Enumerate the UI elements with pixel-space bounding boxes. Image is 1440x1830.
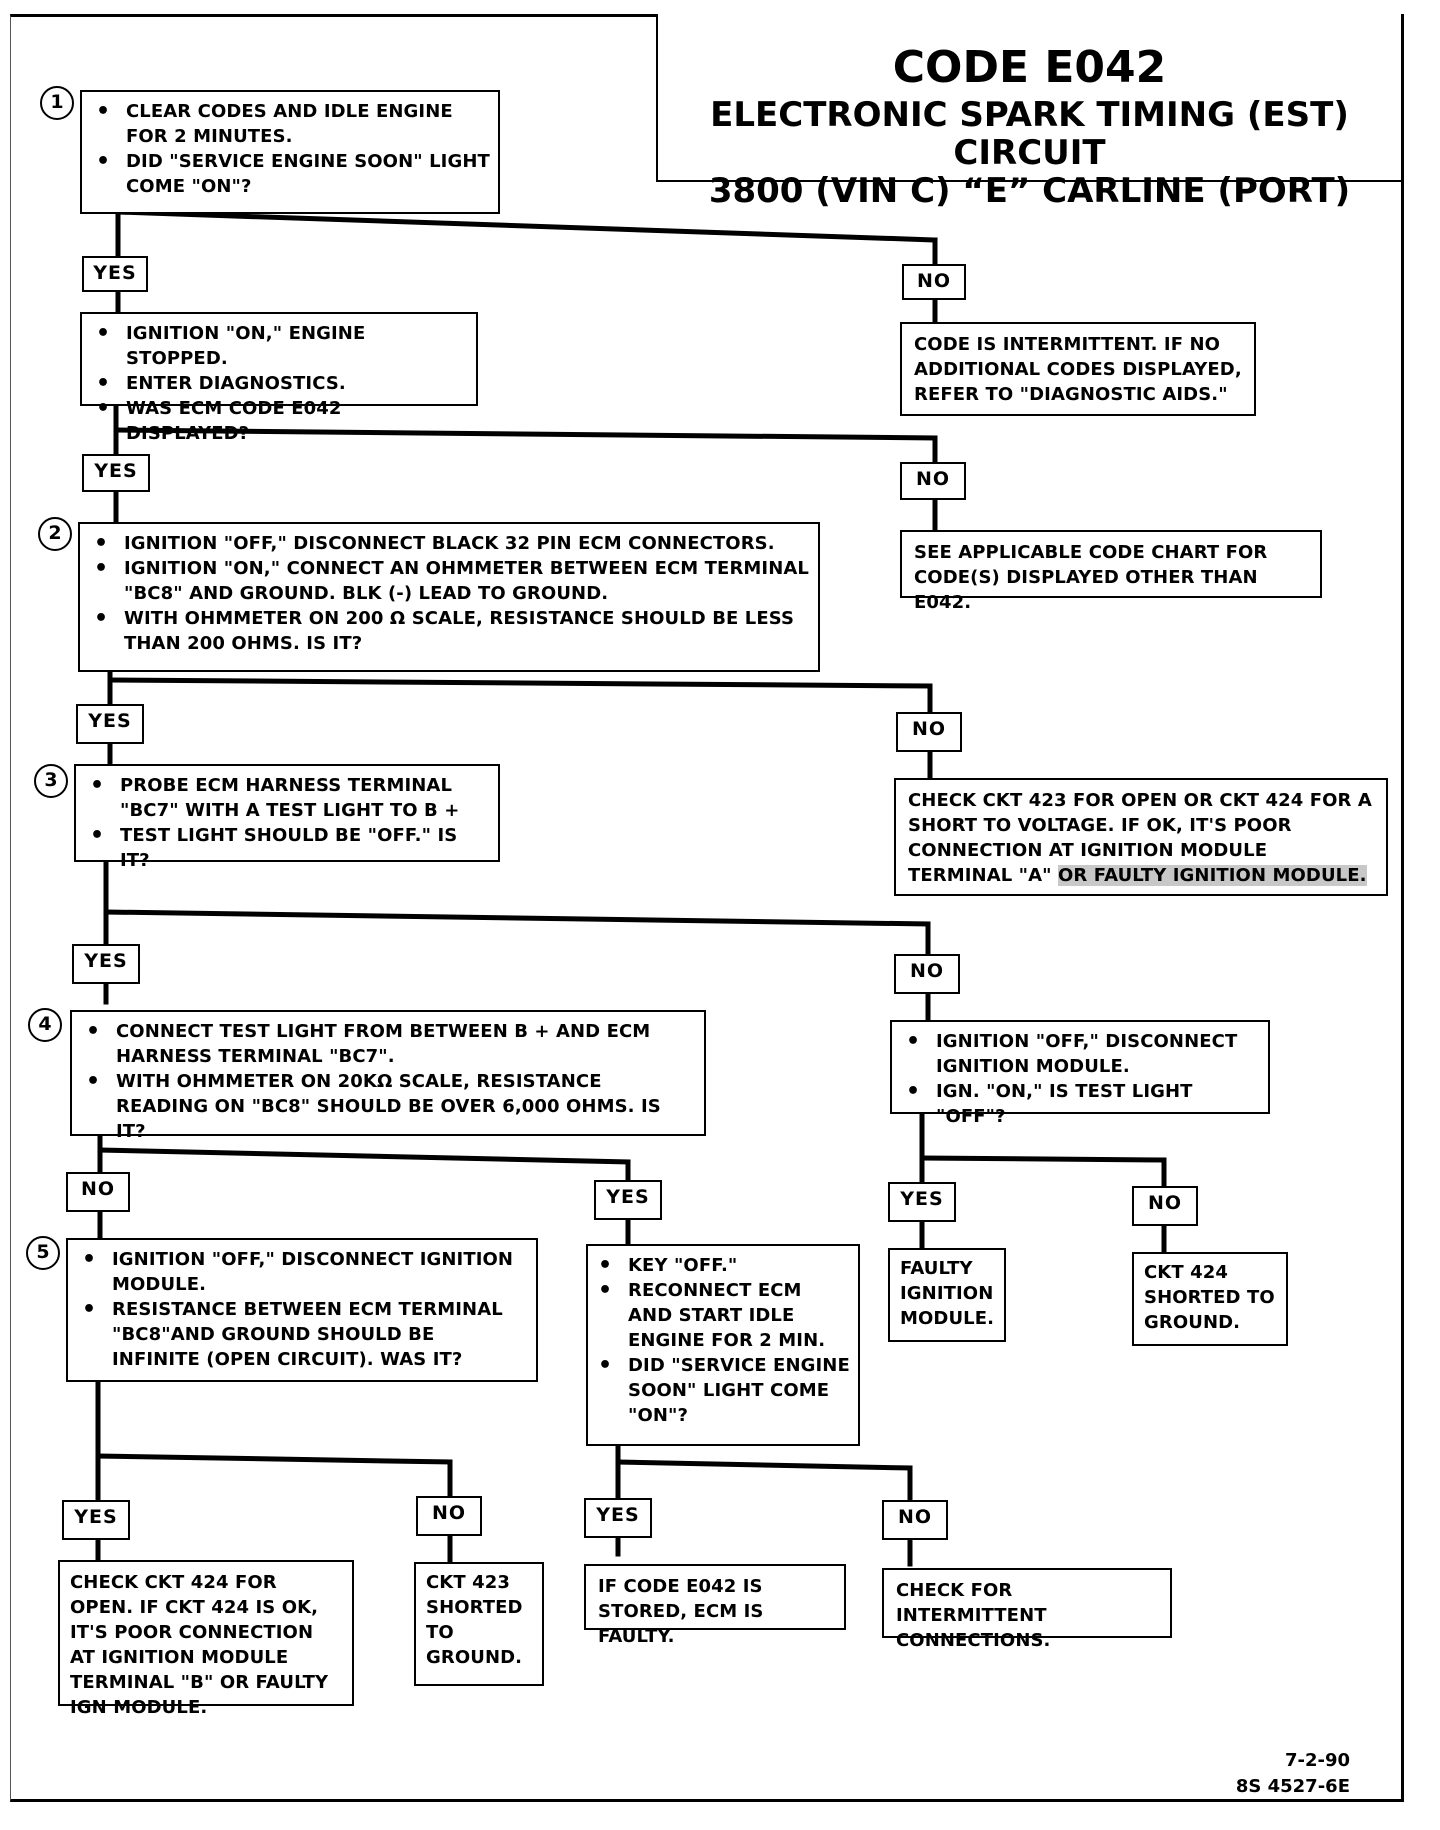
step-marker-1: 1 <box>40 86 74 120</box>
ignition-on-box <box>80 312 478 444</box>
ckt-423-open-text: CHECK CKT 423 FOR OPEN OR CKT 424 FOR A SHORT TO VOLTAGE. IF OK, IT'S POOR CONNECTION AT IGNITION MODULE TERMINAL "A" <box>908 790 1372 886</box>
disconnect-module-text-1: • IGNITION "OFF," DISCONNECT IGNITION MODULE. <box>936 1029 1260 1079</box>
step-2-box <box>78 522 820 672</box>
yes-label: YES <box>72 944 140 984</box>
key-off-text-3: • DID "SERVICE ENGINE SOON" LIGHT COME "ON"? <box>628 1353 850 1428</box>
key-off-box <box>586 1244 860 1446</box>
check-ckt-424-box: CHECK CKT 424 FOR OPEN. IF CKT 424 IS OK, IT'S POOR CONNECTION AT IGNITION MODULE TERMINAL "B" OR FAULTY IGN MODULE. <box>58 1560 354 1706</box>
step-5-text-2: • RESISTANCE BETWEEN ECM TERMINAL "BC8"AND GROUND SHOULD BE INFINITE (OPEN CIRCUIT). WAS IT? <box>112 1297 528 1372</box>
step-4-box <box>70 1010 706 1142</box>
ignition-on-text-1: • IGNITION "ON," ENGINE STOPPED. <box>126 321 468 371</box>
connector <box>110 680 930 686</box>
no-label: NO <box>882 1500 948 1540</box>
date: 7-2-90 <box>1284 1750 1350 1771</box>
step-4-text-1: • CONNECT TEST LIGHT FROM BETWEEN B + AND ECM HARNESS TERMINAL "BC7". <box>116 1019 696 1069</box>
step-2-text-2: • IGNITION "ON," CONNECT AN OHMMETER BETWEEN ECM TERMINAL "BC8" AND GROUND. BLK (-) LEAD TO GROUND. <box>124 556 810 606</box>
check-intermittent-box: CHECK FOR INTERMITTENT CONNECTIONS. <box>882 1568 1172 1638</box>
no-label: NO <box>1132 1186 1198 1226</box>
connector <box>98 1456 450 1462</box>
disconnect-module-box <box>890 1020 1270 1127</box>
ignition-on-text-2: • ENTER DIAGNOSTICS. <box>126 371 468 396</box>
title-block <box>656 14 1401 211</box>
step-marker-5: 5 <box>26 1236 60 1270</box>
step-marker-2: 2 <box>38 517 72 551</box>
no-label: NO <box>896 712 962 752</box>
step-4-text-2: • WITH OHMMETER ON 20KΩ SCALE, RESISTANCE READING ON "BC8" SHOULD BE OVER 6,000 OHMS. IS IT? <box>116 1069 696 1144</box>
step-marker-4: 4 <box>28 1008 62 1042</box>
yes-label: YES <box>82 454 150 492</box>
no-label: NO <box>894 954 960 994</box>
step-marker-3: 3 <box>34 764 68 798</box>
no-label: NO <box>902 264 966 300</box>
yes-label: YES <box>76 704 144 744</box>
step-1-text-2: • DID "SERVICE ENGINE SOON" LIGHT COME "ON"? <box>126 149 490 199</box>
ckt-423-open-shaded-text: OR FAULTY IGNITION MODULE. <box>1058 865 1367 886</box>
yes-label: YES <box>594 1180 662 1220</box>
step-5-box <box>66 1238 538 1382</box>
disconnect-module-text-2: • IGN. "ON," IS TEST LIGHT "OFF"? <box>936 1079 1260 1129</box>
key-off-text-1: • KEY "OFF." <box>628 1253 850 1278</box>
step-3-box <box>74 764 500 871</box>
yes-label: YES <box>888 1182 956 1222</box>
connector <box>100 1150 628 1162</box>
step-3-text-1: • PROBE ECM HARNESS TERMINAL "BC7" WITH A TEST LIGHT TO B + <box>120 773 490 823</box>
ignition-on-text-3: • WAS ECM CODE E042 DISPLAYED? <box>126 396 468 446</box>
no-label: NO <box>416 1496 482 1536</box>
step-5-text-1: • IGNITION "OFF," DISCONNECT IGNITION MODULE. <box>112 1247 528 1297</box>
connector <box>922 1158 1164 1160</box>
connector <box>106 912 928 924</box>
ckt-423-open-box <box>894 778 1388 896</box>
title-line-2: 3800 (VIN C) “E” CARLINE (PORT) <box>708 171 1351 211</box>
intermittent-box: CODE IS INTERMITTENT. IF NO ADDITIONAL CODES DISPLAYED, REFER TO "DIAGNOSTIC AIDS." <box>900 322 1256 416</box>
key-off-text-2: • RECONNECT ECM AND START IDLE ENGINE FOR 2 MIN. <box>628 1278 850 1353</box>
no-label: NO <box>900 462 966 500</box>
code-title: CODE E042 <box>892 42 1167 93</box>
step-2-text-1: • IGNITION "OFF," DISCONNECT BLACK 32 PIN ECM CONNECTORS. <box>124 531 810 556</box>
ecm-faulty-box: IF CODE E042 IS STORED, ECM IS FAULTY. <box>584 1564 846 1630</box>
yes-label: YES <box>62 1500 130 1540</box>
title-line-1: ELECTRONIC SPARK TIMING (EST) CIRCUIT <box>710 95 1349 173</box>
document-number: 8S 4527-6E <box>1235 1776 1350 1797</box>
ckt-424-short-box: CKT 424 SHORTED TO GROUND. <box>1132 1252 1288 1346</box>
yes-label: YES <box>82 256 148 292</box>
step-3-text-2: • TEST LIGHT SHOULD BE "OFF." IS IT? <box>120 823 490 873</box>
step-2-text-3: • WITH OHMMETER ON 200 Ω SCALE, RESISTANCE SHOULD BE LESS THAN 200 OHMS. IS IT? <box>124 606 810 656</box>
connector <box>618 1462 910 1468</box>
step-1-text-1: • CLEAR CODES AND IDLE ENGINE FOR 2 MINUTES. <box>126 99 490 149</box>
ckt-423-short-box: CKT 423 SHORTED TO GROUND. <box>414 1562 544 1686</box>
yes-label: YES <box>584 1498 652 1538</box>
connector <box>118 212 935 240</box>
other-codes-box: SEE APPLICABLE CODE CHART FOR CODE(S) DISPLAYED OTHER THAN E042. <box>900 530 1322 598</box>
step-1-box <box>80 90 500 214</box>
faulty-module-box: FAULTY IGNITION MODULE. <box>888 1248 1006 1342</box>
no-label: NO <box>66 1172 130 1212</box>
